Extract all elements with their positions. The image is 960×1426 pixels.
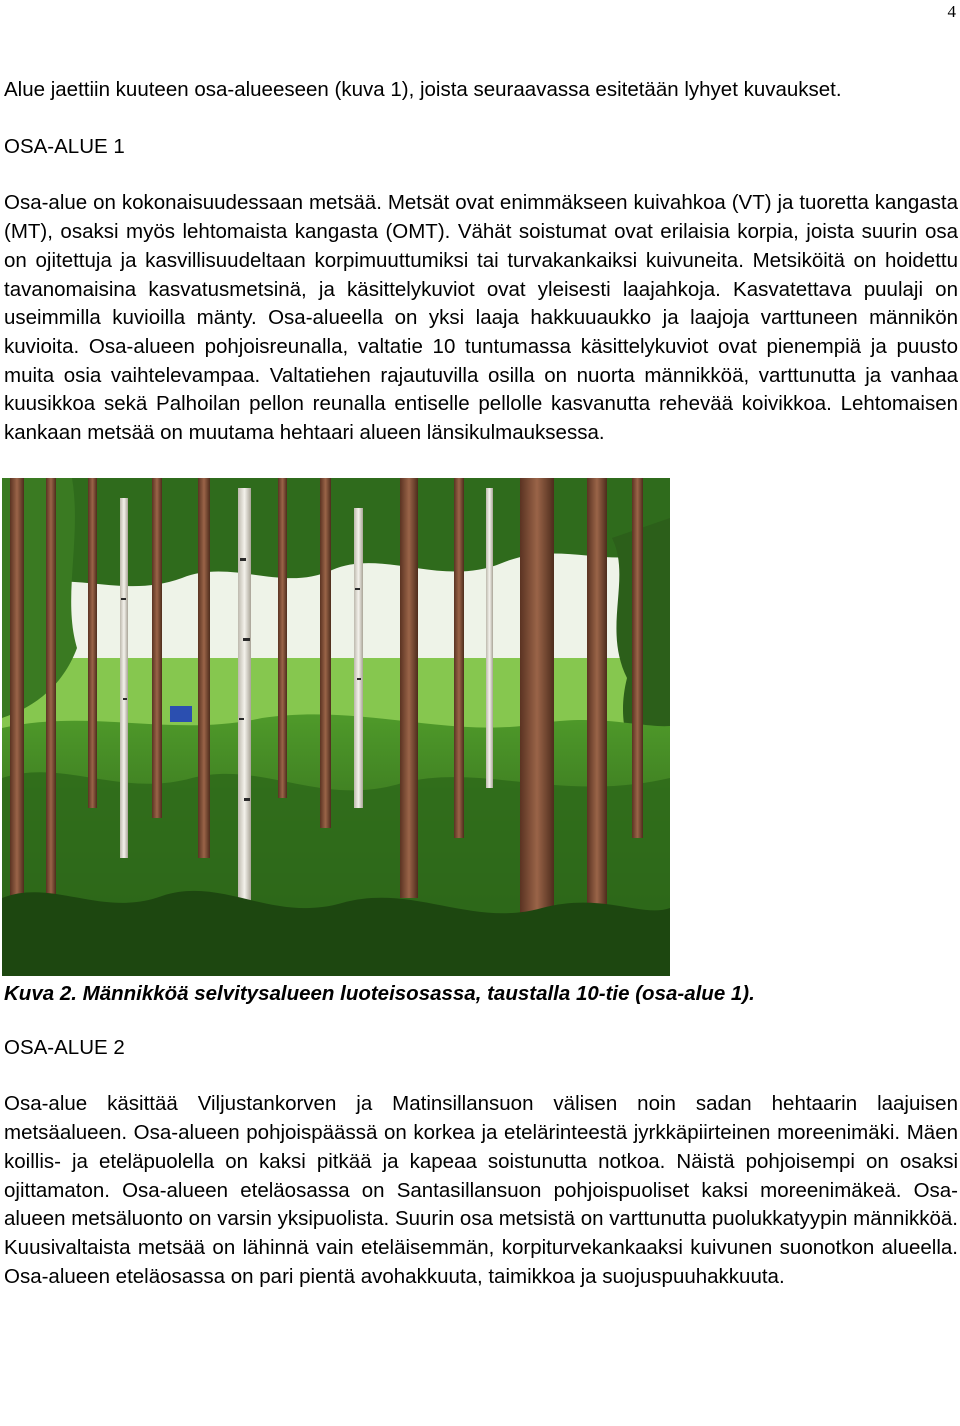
section-2-paragraph: Osa-alue käsittää Viljustankorven ja Matinsillansuon välisen noin sadan hehtaarin laajuisen metsäalueen. Osa-alueen pohjoispäässä on korkea ja etelärinteestä jyrkkäpiirteinen moreenimäki. Mäen koillis- ja eteläpuolella on kaksi pitkää ja kapeaa soistunutta notkoa. Näistä pohjoisempi on osaksi ojittamaton. Osa-alueen eteläosassa on Santasillansuon pohjoispuoliset kaksi moreenimäkeä. Osa-alueen metsäluonto on varsin yksipuolista. Suurin osa metsistä on varttunutta puolukkatyypin männikköä. Kuusivaltaista metsää on lähinnä vain eteläisemmän, korpiturvekankaaksi kuivunen suonotkon alueella. Osa-alueen eteläosassa on pari pientä avohakkuuta, taimikkoa ja suojuspuuhakkuuta.	[4, 1092, 958, 1288]
pine-trunk	[10, 478, 24, 948]
figure-caption: Kuva 2. Männikköä selvitysalueen luoteisosassa, taustalla 10-tie (osa-alue 1).	[4, 981, 755, 1005]
pine-trunk	[152, 478, 162, 818]
pine-trunk	[587, 478, 607, 958]
pine-trunk	[320, 478, 331, 828]
pine-trunk	[454, 478, 464, 838]
birch-trunk	[120, 498, 128, 858]
pine-trunk	[46, 478, 56, 908]
pine-trunk	[278, 478, 287, 798]
forest-photo	[2, 478, 670, 976]
birch-trunk	[486, 488, 493, 788]
section-heading-2: OSA-ALUE 2	[4, 1035, 125, 1059]
birch-trunk	[238, 488, 251, 928]
intro-paragraph: Alue jaettiin kuuteen osa-alueeseen (kuva 1), joista seuraavassa esitetään lyhyet kuvaukset.	[4, 78, 842, 101]
pine-trunk	[520, 478, 554, 976]
birch-trunk	[354, 508, 363, 808]
pine-trunk	[198, 478, 210, 858]
section-heading-1: OSA-ALUE 1	[4, 134, 125, 158]
page-number: 4	[947, 2, 956, 21]
document-body	[4, 76, 958, 1291]
section-1-paragraph: Osa-alue on kokonaisuudessaan metsää. Metsät ovat enimmäkseen kuivahkoa (VT) ja tuoretta kangasta (MT), osaksi myös lehtomaista kangasta (OMT). Vähät soistumat ovat erilaisia korpia, joista suurin osa on ojitettuja ja kasvillisuudeltaan korpimuuttumiksi tai turvakankaiksi kuivuneita. Metsiköitä on hoidettu tavanomaisina kasvatusmetsinä, ja käsittelykuviot ovat yleisesti laajahkoja. Kasvatettava puulaji on useimmilla kuvioilla mänty. Osa-alueella on yksi laaja hakkuuaukko ja laajoja varttuneen männikön kuvioita. Osa-alueen pohjoisreunalla, valtatie 10 tuntumassa käsittelykuviot ovat pienempiä ja puusto muita osia vaihtelevampaa. Valtatiehen rajautuvilla osilla on nuorta männikköä, varttunutta ja vanhaa kuusikkoa sekä Palhoilan pellon reunalla entiselle pellolle kasvanutta rehevää koivikkoa. Lehtomaisen kankaan metsää on muutama hehtaari alueen länsikulmauksessa.	[4, 191, 958, 445]
road-truck	[170, 706, 192, 722]
pine-trunk	[88, 478, 97, 808]
pine-trunk	[400, 478, 418, 898]
pine-trunk	[632, 478, 643, 838]
